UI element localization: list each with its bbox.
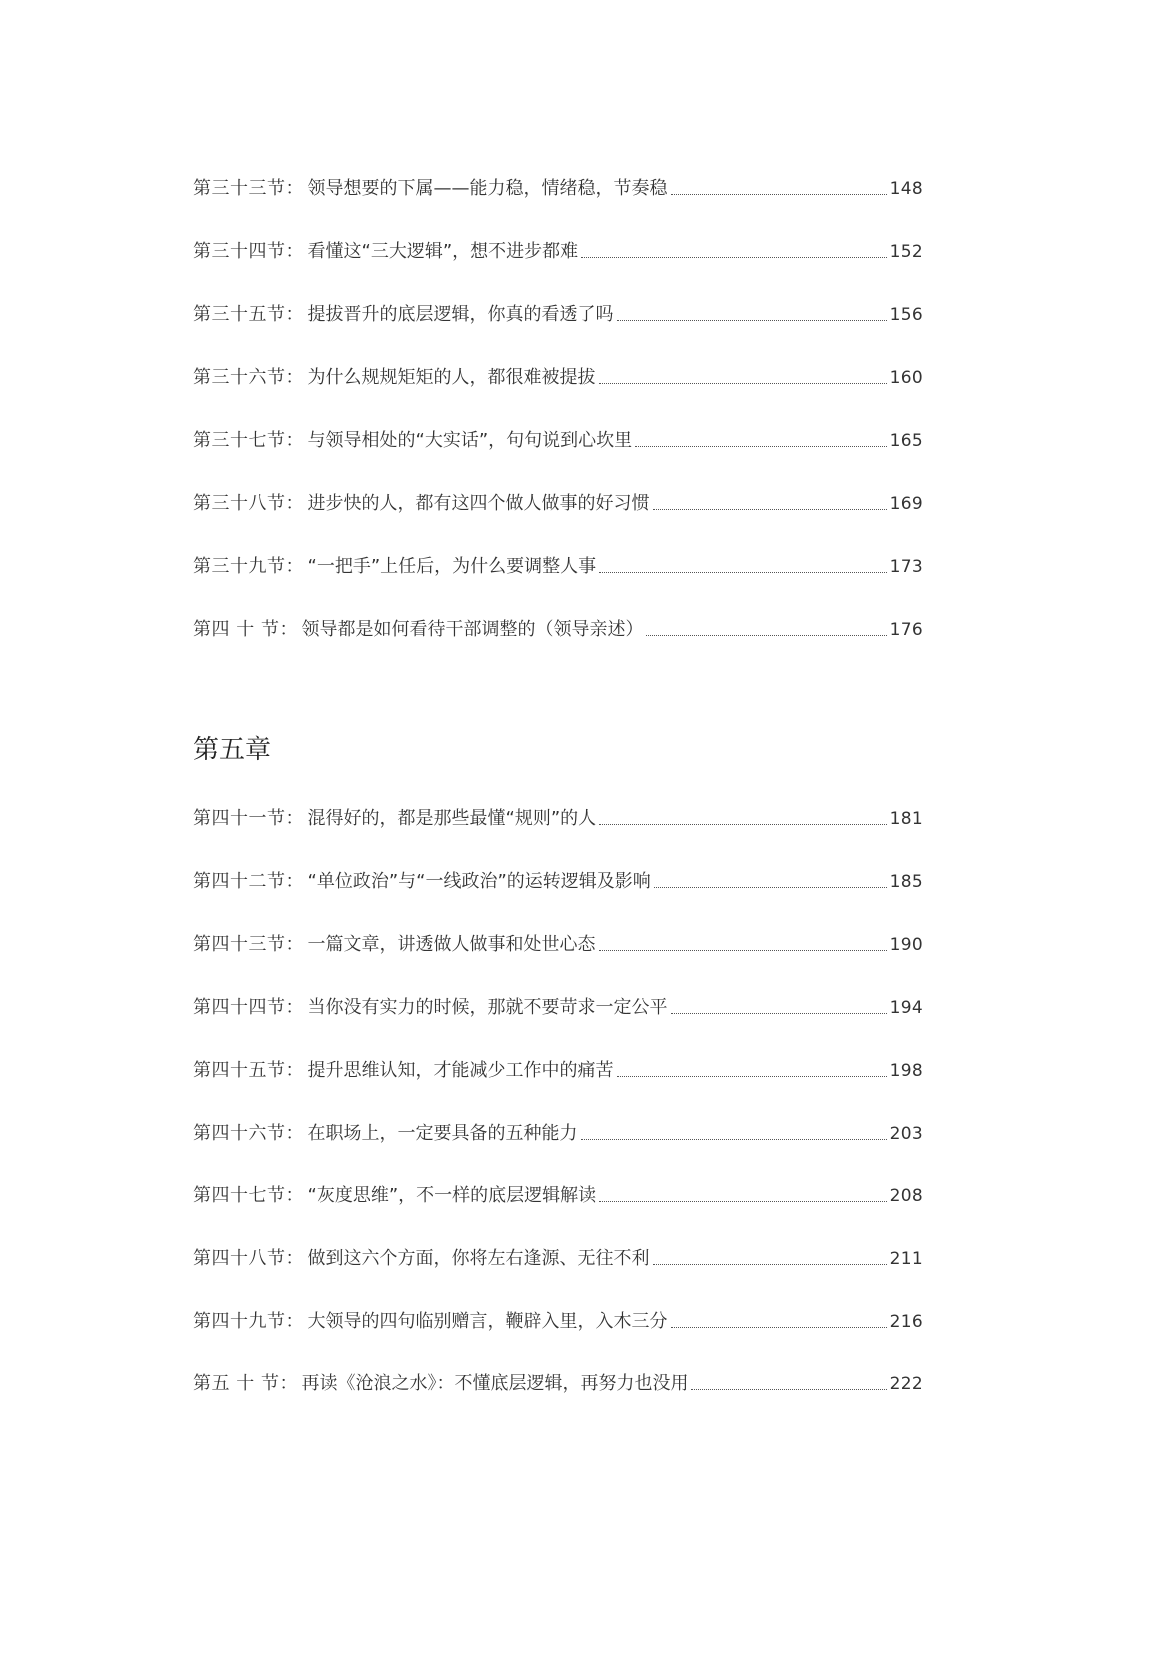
page-number: 148 <box>889 179 923 199</box>
toc-entry[interactable]: 第四十八节 ： 做到这六个方面，你将左右逢源、无往不利 211 <box>193 1242 923 1272</box>
toc-entry[interactable]: 第五 十 节 ： 再读《沧浪之水》：不懂底层逻辑，再努力也没用 222 <box>193 1367 923 1397</box>
section-title: 当你没有实力的时候，那就不要苛求一定公平 <box>307 997 668 1018</box>
section-title: 一篇文章，讲透做人做事和处世心态 <box>307 934 596 955</box>
dot-leader <box>635 445 886 447</box>
section-number: 第三十三节 <box>193 178 286 199</box>
dot-leader <box>599 1200 886 1202</box>
section-number: 第四十一节 <box>193 808 286 829</box>
page-number: 169 <box>889 494 923 514</box>
section-number: 第四十五节 <box>193 1060 286 1081</box>
toc-entry[interactable]: 第三十四节 ： 看懂这“三大逻辑”，想不进步都难 152 <box>193 235 923 265</box>
dot-leader <box>599 382 887 384</box>
section-number: 第四十三节 <box>193 934 286 955</box>
page-number: 211 <box>889 1249 923 1269</box>
section-number: 第四十二节 <box>193 871 286 892</box>
section-number: 第四十九节 <box>193 1311 286 1332</box>
section-number: 第三十六节 <box>193 367 286 388</box>
toc-entry[interactable]: 第四十六节 ： 在职场上，一定要具备的五种能力 203 <box>193 1117 923 1147</box>
section-title: 再读《沧浪之水》：不懂底层逻辑，再努力也没用 <box>301 1373 689 1394</box>
dot-leader <box>653 508 887 510</box>
page-number: 173 <box>889 557 923 577</box>
page-number: 222 <box>889 1374 923 1394</box>
section-number: 第三十五节 <box>193 304 286 325</box>
section-number: 第三十七节 <box>193 430 286 451</box>
section-title: 领导都是如何看待干部调整的（领导亲述） <box>301 619 644 640</box>
dot-leader <box>691 1388 886 1390</box>
page-number: 190 <box>889 935 923 955</box>
section-number: 第四 十 节 <box>193 619 280 640</box>
page-number: 194 <box>889 998 923 1018</box>
dot-leader <box>671 1326 887 1328</box>
dot-leader <box>599 949 887 951</box>
dot-leader <box>617 1075 887 1077</box>
section-title: 领导想要的下属——能力稳，情绪稳，节奏稳 <box>307 178 668 199</box>
section-title: 混得好的，都是那些最懂“规则”的人 <box>307 808 597 829</box>
section-number: 第四十八节 <box>193 1248 286 1269</box>
page-number: 198 <box>889 1061 923 1081</box>
section-title: 大领导的四句临别赠言，鞭辟入里，入木三分 <box>307 1311 668 1332</box>
dot-leader <box>653 1263 887 1265</box>
toc-entry[interactable]: 第四十四节 ： 当你没有实力的时候，那就不要苛求一定公平 194 <box>193 991 923 1021</box>
section-title: 做到这六个方面，你将左右逢源、无往不利 <box>307 1248 650 1269</box>
dot-leader <box>646 634 886 636</box>
section-number: 第三十八节 <box>193 493 286 514</box>
page-number: 176 <box>889 620 923 640</box>
section-title: 在职场上，一定要具备的五种能力 <box>307 1123 578 1144</box>
toc-entry[interactable]: 第四十七节 ： “灰度思维”，不一样的底层逻辑解读 208 <box>193 1179 923 1209</box>
section-title: “单位政治”与“一线政治”的运转逻辑及影响 <box>307 871 651 892</box>
page-number: 208 <box>889 1186 923 1206</box>
section-title: 进步快的人，都有这四个做人做事的好习惯 <box>307 493 650 514</box>
section-title: “灰度思维”，不一样的底层逻辑解读 <box>307 1185 597 1206</box>
section-title: 提拔晋升的底层逻辑，你真的看透了吗 <box>307 304 614 325</box>
dot-leader <box>581 1138 887 1140</box>
toc-entry[interactable]: 第三十六节 ： 为什么规规矩矩的人，都很难被提拔 160 <box>193 361 923 391</box>
section-title: 与领导相处的“大实话”，句句说到心坎里 <box>307 430 633 451</box>
dot-leader <box>671 1012 887 1014</box>
page-number: 181 <box>889 809 923 829</box>
section-title: 看懂这“三大逻辑”，想不进步都难 <box>307 241 579 262</box>
dot-leader <box>599 571 886 573</box>
section-title: “一把手”上任后，为什么要调整人事 <box>307 556 597 577</box>
page-number: 185 <box>889 872 923 892</box>
dot-leader <box>599 823 886 825</box>
dot-leader <box>581 256 886 258</box>
toc-entry[interactable]: 第四十三节 ： 一篇文章，讲透做人做事和处世心态 190 <box>193 928 923 958</box>
toc-entry[interactable]: 第四 十 节 ： 领导都是如何看待干部调整的（领导亲述） 176 <box>193 613 923 643</box>
page-number: 156 <box>889 305 923 325</box>
toc-entry[interactable]: 第四十五节 ： 提升思维认知，才能减少工作中的痛苦 198 <box>193 1054 923 1084</box>
section-number: 第四十四节 <box>193 997 286 1018</box>
page-number: 152 <box>889 242 923 262</box>
section-number: 第四十七节 <box>193 1185 286 1206</box>
toc-entry[interactable]: 第三十八节 ： 进步快的人，都有这四个做人做事的好习惯 169 <box>193 487 923 517</box>
dot-leader <box>617 319 887 321</box>
toc-entry[interactable]: 第三十七节 ： 与领导相处的“大实话”，句句说到心坎里 165 <box>193 424 923 454</box>
section-number: 第五 十 节 <box>193 1373 280 1394</box>
section-number: 第四十六节 <box>193 1123 286 1144</box>
toc-entry[interactable]: 第四十九节 ： 大领导的四句临别赠言，鞭辟入里，入木三分 216 <box>193 1305 923 1335</box>
toc-entry[interactable]: 第三十三节 ： 领导想要的下属——能力稳，情绪稳，节奏稳 148 <box>193 172 923 202</box>
page-number: 165 <box>889 431 923 451</box>
section-number: 第三十九节 <box>193 556 286 577</box>
page-number: 160 <box>889 368 923 388</box>
dot-leader <box>671 193 887 195</box>
page-number: 203 <box>889 1124 923 1144</box>
chapter-heading: 第五章 <box>193 735 272 765</box>
section-title: 为什么规规矩矩的人，都很难被提拔 <box>307 367 596 388</box>
toc-entry[interactable]: 第四十二节 ： “单位政治”与“一线政治”的运转逻辑及影响 185 <box>193 865 923 895</box>
toc-entry[interactable]: 第三十五节 ： 提拔晋升的底层逻辑，你真的看透了吗 156 <box>193 298 923 328</box>
toc-entry[interactable]: 第三十九节 ： “一把手”上任后，为什么要调整人事 173 <box>193 550 923 580</box>
toc-entry[interactable]: 第四十一节 ： 混得好的，都是那些最懂“规则”的人 181 <box>193 802 923 832</box>
section-title: 提升思维认知，才能减少工作中的痛苦 <box>307 1060 614 1081</box>
section-number: 第三十四节 <box>193 241 286 262</box>
dot-leader <box>654 886 887 888</box>
page-number: 216 <box>889 1312 923 1332</box>
